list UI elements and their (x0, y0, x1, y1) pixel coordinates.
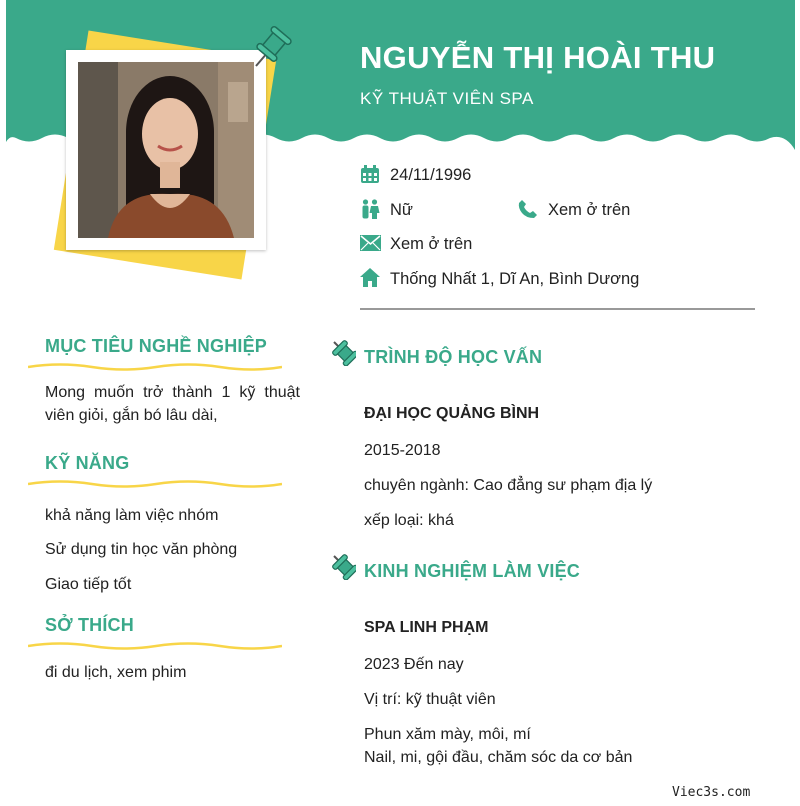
gender-icon (360, 199, 380, 219)
phone-icon (518, 199, 538, 219)
hobbies-text: đi du lịch, xem phim (45, 664, 187, 681)
experience-company: SPA LINH PHẠM (364, 619, 489, 636)
objective-title: MỤC TIÊU NGHỀ NGHIỆP (45, 336, 268, 356)
experience-title: KINH NGHIỆM LÀM VIỆC (364, 561, 581, 581)
pushpin-icon (330, 552, 356, 580)
skill-item: khả năng làm việc nhóm (45, 507, 219, 524)
pushpin-icon (250, 24, 294, 72)
calendar-icon (360, 165, 380, 184)
education-major: chuyên ngành: Cao đẳng sư phạm địa lý (364, 477, 653, 494)
address-value: Thống Nhất 1, Dĩ An, Bình Dương (390, 270, 640, 288)
education-school: ĐẠI HỌC QUẢNG BÌNH (364, 405, 540, 422)
candidate-role: KỸ THUẬT VIÊN SPA (360, 89, 534, 108)
experience-period: 2023 Đến nay (364, 656, 464, 673)
experience-duty: Nail, mi, gội đầu, chăm sóc da cơ bản (364, 749, 633, 766)
objective-underline (28, 362, 282, 372)
experience-position: Vị trí: kỹ thuật viên (364, 691, 496, 708)
footer-brand: Viec3s.com (672, 785, 751, 800)
candidate-name: NGUYỄN THỊ HOÀI THU (360, 40, 716, 75)
pushpin-icon (330, 338, 356, 366)
envelope-icon (360, 235, 381, 251)
education-years: 2015-2018 (364, 442, 441, 459)
home-icon (360, 268, 380, 287)
education-title: TRÌNH ĐỘ HỌC VẤN (364, 347, 543, 367)
skills-title: KỸ NĂNG (45, 453, 130, 473)
phone-value: Xem ở trên (548, 201, 631, 219)
skill-item: Giao tiếp tốt (45, 576, 132, 593)
experience-duty: Phun xăm mày, môi, mí (364, 726, 531, 743)
profile-photo-block (40, 30, 300, 280)
email-value: Xem ở trên (390, 235, 473, 253)
skill-item: Sử dụng tin học văn phòng (45, 541, 238, 558)
skills-underline (28, 479, 282, 489)
hobbies-underline (28, 641, 282, 651)
contact-divider (360, 308, 755, 310)
objective-text: Mong muốn trở thành 1 kỹ thuật viên giỏi, gắn bó lâu dài, (45, 384, 300, 424)
gender-value: Nữ (390, 201, 413, 219)
education-grade: xếp loại: khá (364, 512, 454, 529)
profile-photo (78, 62, 254, 238)
photo-frame (66, 50, 266, 250)
hobbies-title: SỞ THÍCH (45, 615, 134, 635)
dob-value: 24/11/1996 (390, 166, 472, 184)
